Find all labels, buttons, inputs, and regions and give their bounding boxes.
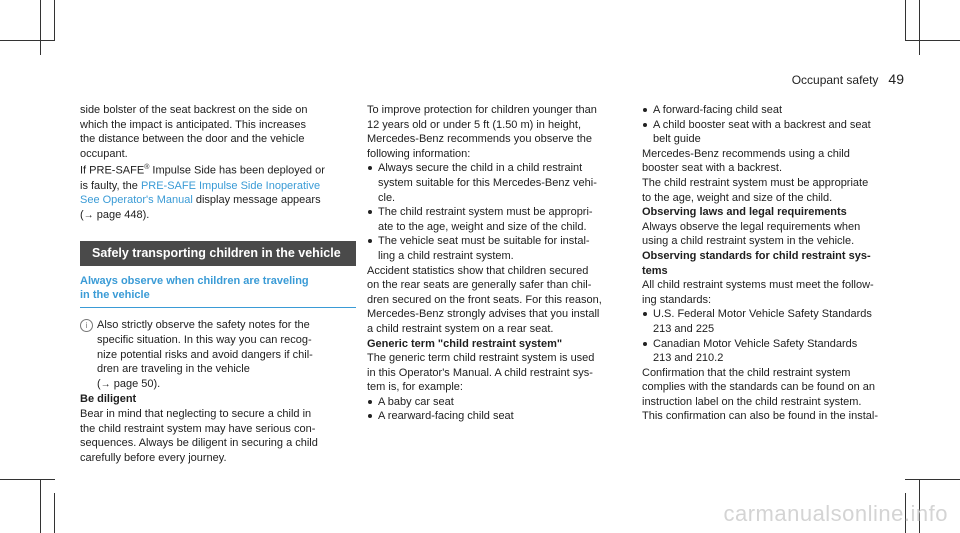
paragraph: To improve protection for children younger than 12 years old or under 5 ft (1.50 m) in height, Mercedes-Benz recommends you observe the following information: (367, 104, 597, 160)
display-message-link[interactable]: PRE-SAFE Impulse Side Inoperative (140, 179, 321, 192)
page-reference[interactable]: page 448). (93, 208, 150, 221)
heading: Observing standards for child restraint sys- tems (642, 249, 871, 277)
crop-mark (40, 0, 41, 55)
arrow-right-icon: → (83, 209, 94, 221)
list-item: The vehicle seat must be suitable for instal- ling a child restraint system. (367, 234, 643, 263)
list-item: Always secure the child in a child restraint system suitable for this Mercedes-Benz vehi- cle. (367, 161, 643, 205)
paragraph: side bolster of the seat backrest on the side on which the impact is anticipated. This increases the distance between the door and the vehicle occupant. (80, 104, 308, 160)
heading: Generic term "child restraint system" (367, 337, 563, 350)
crop-mark (919, 0, 920, 55)
heading: Be diligent (80, 393, 137, 406)
list-item: A forward-facing child seat (642, 103, 910, 118)
watermark: carmanualsonline.info (723, 501, 948, 526)
crop-mark (0, 479, 55, 480)
crop-mark (54, 493, 55, 533)
crop-mark (905, 479, 960, 480)
list-item: Canadian Motor Vehicle Safety Standards 213 and 210.2 (642, 337, 910, 366)
paragraph: If PRE-SAFE® Impulse Side has been deployed or is faulty, the PRE-SAFE Impulse Side Inoperative See Operator's Manual display message appears (→ page 448). (80, 164, 325, 221)
column-2 (367, 103, 643, 424)
header-title: Occupant safety (791, 73, 879, 87)
paragraph: Confirmation that the child restraint system complies with the standards can be found on an instruction label on the child restraint system. This confirmation can also be found in the instal- (642, 366, 879, 423)
list-subtext: Mercedes-Benz recommends using a child booster seat with a backrest. (642, 147, 850, 175)
crop-mark (54, 0, 55, 41)
heading: Observing laws and legal requirements (642, 206, 847, 219)
crop-mark (905, 40, 960, 41)
list-item: The child restraint system must be appropri- ate to the age, weight and size of the child. (367, 205, 643, 234)
paragraph: Always observe the legal requirements when using a child restraint system in the vehicle. (642, 220, 861, 248)
display-message-link[interactable]: See Operator's Manual (80, 194, 193, 207)
column-3 (642, 103, 910, 424)
list-item: A baby car seat (367, 395, 643, 410)
subsection-title: Always observe when children are traveling in the vehicle (80, 274, 356, 308)
list-item: A rearward-facing child seat (367, 409, 643, 424)
info-icon: i (80, 319, 93, 332)
section-title: Safely transporting children in the vehicle (80, 241, 356, 266)
arrow-right-icon: → (100, 378, 111, 390)
page-header (792, 71, 904, 87)
page-number: 49 (888, 71, 904, 87)
column-1 (80, 103, 356, 465)
page-reference[interactable]: page 50). (110, 377, 161, 390)
crop-mark (905, 0, 906, 41)
crop-mark (40, 479, 41, 533)
paragraph: Bear in mind that neglecting to secure a child in the child restraint system may have serious con- sequences. Always be diligent in securing a child carefully before every journey. (80, 407, 318, 464)
list-item: A child booster seat with a backrest and seat belt guide (642, 118, 910, 147)
crop-mark (0, 40, 55, 41)
paragraph: The generic term child restraint system is used in this Operator's Manual. A child restraint sys- tem is, for example: (367, 352, 595, 394)
paragraph: The child restraint system must be appropriate to the age, weight and size of the child. (642, 176, 869, 204)
paragraph: All child restraint systems must meet the follow- ing standards: (642, 279, 874, 306)
note: i Also strictly observe the safety notes for the specific situation. In this way you can recog- nize potential risks and avoid dangers if chil- dren are traveling in the vehicle (→ page 50). (80, 318, 356, 392)
list-item: U.S. Federal Motor Vehicle Safety Standards 213 and 225 (642, 307, 910, 336)
paragraph: Accident statistics show that children secured on the rear seats are generally safer than chil- dren secured on the front seats. For this reason, Mercedes-Benz strongly advises that you install a child restraint system on a rear seat. (367, 264, 602, 335)
